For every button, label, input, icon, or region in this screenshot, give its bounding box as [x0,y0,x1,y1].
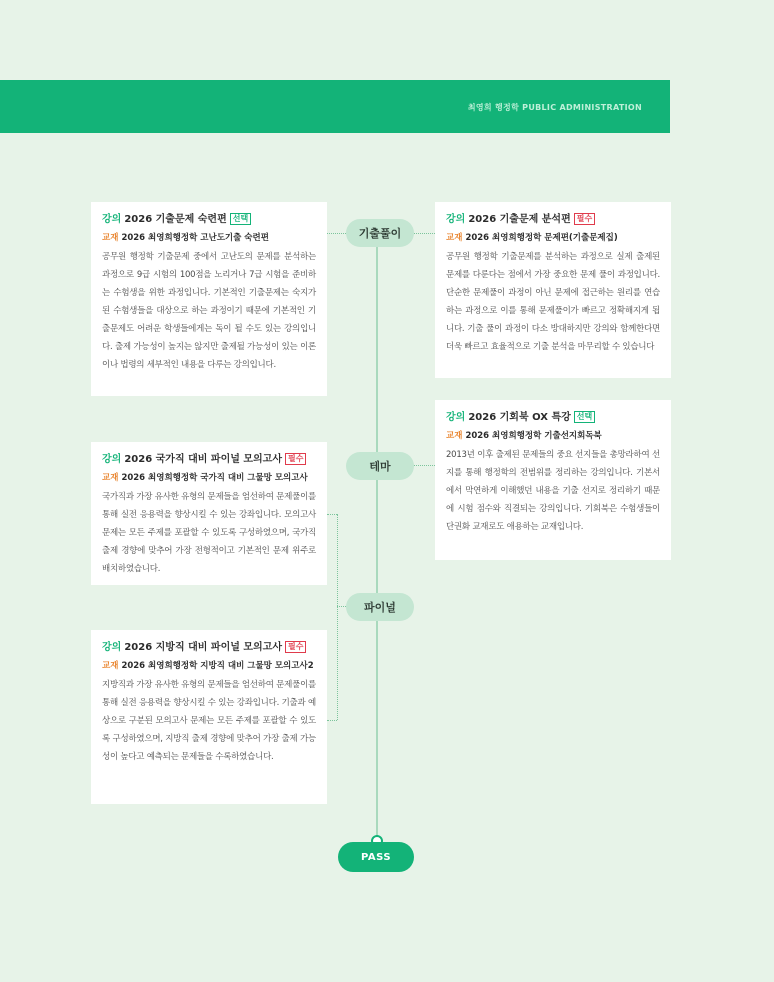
connector [327,720,337,721]
course-title [446,410,660,425]
connector [327,233,346,234]
book-name: 2026 최영희행정학 기출선지회독북 [465,431,602,441]
course-description: 2013년 이후 출제된 문제들의 중요 선지들을 총망라하여 선지를 통해 행정학의 전범위를 정리하는 강의입니다. 기본서에서 막연하게 이해했던 내용을 기출 선지로 정리하기 때문에 시험 점수와 직결되는 강의입니다. 기회북은 수험생들이 단권화 교재로도 애용하는 교재입니다. [446,450,660,532]
timeline-node-past-exam: 기출풀이 [346,219,414,247]
course-name: 2026 기출문제 분석편 [468,214,571,225]
book-label: 교재 [102,473,119,483]
book-title [446,429,660,443]
course-name: 2026 기회북 OX 특강 [468,412,571,423]
required-tag: 필수 [285,453,306,465]
timeline-node-theme: 테마 [346,452,414,480]
course-label: 강의 [446,412,466,423]
course-name: 2026 지방직 대비 파이널 모의고사 [124,642,283,653]
banner-text: 최영희 행정학 PUBLIC ADMINISTRATION [467,103,642,112]
course-title [102,212,316,227]
book-label: 교재 [446,233,463,243]
book-label: 교재 [102,661,119,671]
course-name: 2026 기출문제 숙련편 [124,214,227,225]
required-tag: 필수 [285,641,306,653]
course-description: 국가직과 가장 유사한 유형의 문제들을 엄선하여 문제풀이를 통해 실전 응용력을 향상시킬 수 있는 강좌입니다. 모의고사 문제는 모든 주제를 포괄할 수 있도록 구성하였으며, 국가직 출제 경향에 맞추어 가장 전형적이고 기본적인 문제 위주로 배치하였습니다. [102,492,316,574]
book-title [102,231,316,245]
course-card [91,630,327,804]
book-name: 2026 최영희행정학 지방직 대비 그물망 모의고사2 [121,661,314,671]
connector [414,233,435,234]
optional-tag: 선택 [230,213,251,225]
book-label: 교재 [102,233,119,243]
course-card [435,202,671,378]
book-title [102,659,316,673]
course-label: 강의 [102,642,122,653]
connector [337,606,346,607]
course-title [102,452,316,467]
course-title [102,640,316,655]
course-label: 강의 [102,214,122,225]
book-name: 2026 최영희행정학 고난도기출 숙련편 [121,233,269,243]
book-name: 2026 최영희행정학 문제편(기출문제집) [465,233,618,243]
course-description: 공무원 행정학 기출문제를 분석하는 과정으로 실제 출제된 문제를 다룬다는 점에서 가장 중요한 문제 풀이 과정입니다. 단순한 문제풀이 과정이 아닌 문제에 접근하는 원리를 연습하는 과정으로 이를 통해 문제풀이가 빠르고 정확해지게 됩니다. 기출 풀이 과정이 다소 방대하지만 강의와 함께한다면 더욱 빠르고 효율적으로 기출 분석을 마무리할 수 있습니다 [446,252,660,352]
optional-tag: 선택 [574,411,595,423]
required-tag: 필수 [574,213,595,225]
connector [414,465,435,466]
book-title [446,231,660,245]
course-card [435,400,671,560]
course-name: 2026 국가직 대비 파이널 모의고사 [124,454,283,465]
course-description: 공무원 행정학 기출문제 중에서 고난도의 문제를 분석하는 과정으로 9급 시험의 100점을 노리거나 7급 시험을 준비하는 수험생을 위한 과정입니다. 기본적인 기출문제는 숙지가 된 수험생들을 대상으로 하는 과정이기 때문에 기본적인 기출문제도 어려운 학생들에게는 독이 될 수도 있는 강의입니다. 출제 가능성이 높지는 않지만 출제될 가능성이 있는 이론이나 법령의 세부적인 내용을 다루는 강의입니다. [102,252,316,370]
course-title [446,212,660,227]
course-card [91,442,327,585]
header-banner [0,80,670,133]
course-label: 강의 [446,214,466,225]
connector [337,514,338,720]
connector [327,514,337,515]
timeline-node-final: 파이널 [346,593,414,621]
book-title [102,471,316,485]
pass-badge: PASS [338,842,414,872]
course-description: 지방직과 가장 유사한 유형의 문제들을 엄선하여 문제풀이를 통해 실전 응용력을 향상시킬 수 있는 강좌입니다. 기출과 예상으로 구분된 모의고사 문제는 모든 주제를 포괄할 수 있도록 구성하였으며, 지방직 출제 경향에 맞추어 가장 출제 가능성이 높다고 예측되는 문제들을 수록하였습니다. [102,680,316,762]
course-card [91,202,327,396]
timeline-line [376,244,378,836]
course-label: 강의 [102,454,122,465]
book-label: 교재 [446,431,463,441]
book-name: 2026 최영희행정학 국가직 대비 그물망 모의고사 [121,473,308,483]
